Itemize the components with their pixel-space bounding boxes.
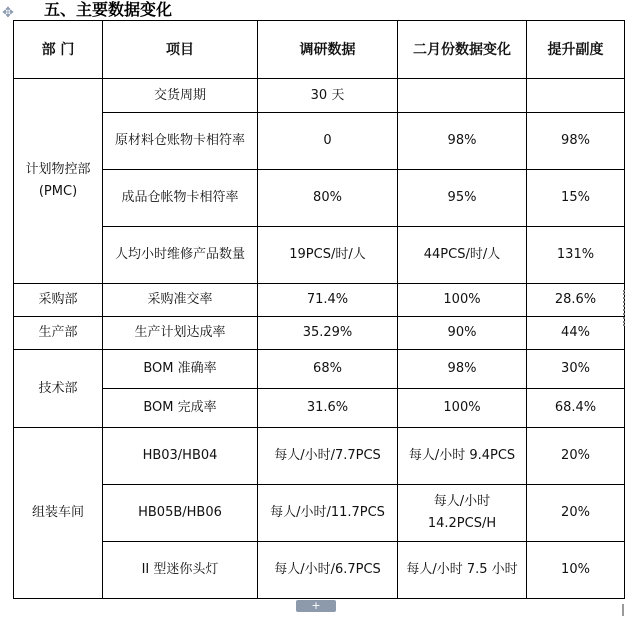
february-cell: 98% (398, 113, 527, 170)
table-row (14, 389, 625, 428)
improvement-cell: 68.4% (527, 389, 625, 428)
table-row (14, 170, 625, 227)
improvement-cell: 44% (527, 317, 625, 350)
table-row (14, 542, 625, 599)
item-cell: HB03/HB04 (103, 428, 258, 485)
table-row (14, 317, 625, 350)
improvement-cell: 131% (527, 227, 625, 284)
item-cell: HB05B/HB06 (103, 485, 258, 542)
table-row (14, 428, 625, 485)
item-cell: BOM 完成率 (103, 389, 258, 428)
section-heading: 五、主要数据变化 (44, 0, 173, 19)
item-cell: 人均小时维修产品数量 (103, 227, 258, 284)
header-department: 部 门 (14, 21, 103, 79)
survey-cell: 0 (258, 113, 398, 170)
department-cell-production: 生产部 (14, 317, 103, 350)
improvement-cell: 98% (527, 113, 625, 170)
survey-cell: 19PCS/时/人 (258, 227, 398, 284)
department-cell-assembly: 组装车间 (14, 428, 103, 599)
survey-cell: 每人/小时/6.7PCS (258, 542, 398, 599)
item-cell: 生产计划达成率 (103, 317, 258, 350)
survey-cell: 30 天 (258, 79, 398, 113)
improvement-cell: 10% (527, 542, 625, 599)
data-table (13, 20, 625, 599)
table-row (14, 350, 625, 389)
february-cell: 100% (398, 284, 527, 317)
department-cell-pmc: 计划物控部(PMC) (14, 79, 103, 284)
february-cell: 每人/小时 14.2PCS/H (398, 485, 527, 542)
improvement-cell: 30% (527, 350, 625, 389)
survey-cell: 71.4% (258, 284, 398, 317)
improvement-cell: 15% (527, 170, 625, 227)
february-cell: 每人/小时 7.5 小时 (398, 542, 527, 599)
table-row (14, 485, 625, 542)
item-cell: 原材料仓账物卡相符率 (103, 113, 258, 170)
survey-cell: 31.6% (258, 389, 398, 428)
header-february-change: 二月份数据变化 (398, 21, 527, 79)
table-row (14, 227, 625, 284)
table-header-row (14, 21, 625, 79)
improvement-cell: 20% (527, 485, 625, 542)
survey-cell: 80% (258, 170, 398, 227)
february-cell: 95% (398, 170, 527, 227)
survey-cell: 35.29% (258, 317, 398, 350)
table-row (14, 284, 625, 317)
department-cell-purchasing: 采购部 (14, 284, 103, 317)
department-cell-technical: 技术部 (14, 350, 103, 428)
february-cell (398, 79, 527, 113)
item-cell: 交货周期 (103, 79, 258, 113)
table-move-handle-icon[interactable]: ✥ (2, 5, 14, 21)
improvement-cell: 20% (527, 428, 625, 485)
table-row (14, 113, 625, 170)
table-row (14, 79, 625, 113)
february-cell: 44PCS/时/人 (398, 227, 527, 284)
survey-cell: 每人/小时/7.7PCS (258, 428, 398, 485)
february-cell: 90% (398, 317, 527, 350)
column-resize-handle[interactable] (623, 290, 628, 326)
item-cell: 采购准交率 (103, 284, 258, 317)
improvement-cell (527, 79, 625, 113)
table-edge-marker (622, 604, 628, 616)
item-cell: BOM 准确率 (103, 350, 258, 389)
header-improvement: 提升副度 (527, 21, 625, 79)
item-cell: II 型迷你头灯 (103, 542, 258, 599)
february-cell: 100% (398, 389, 527, 428)
february-cell: 98% (398, 350, 527, 389)
survey-cell: 每人/小时/11.7PCS (258, 485, 398, 542)
survey-cell: 68% (258, 350, 398, 389)
february-cell: 每人/小时 9.4PCS (398, 428, 527, 485)
header-survey-data: 调研数据 (258, 21, 398, 79)
add-row-plus-icon[interactable]: + (296, 600, 336, 612)
header-item: 项目 (103, 21, 258, 79)
improvement-cell: 28.6% (527, 284, 625, 317)
item-cell: 成品仓帐物卡相符率 (103, 170, 258, 227)
